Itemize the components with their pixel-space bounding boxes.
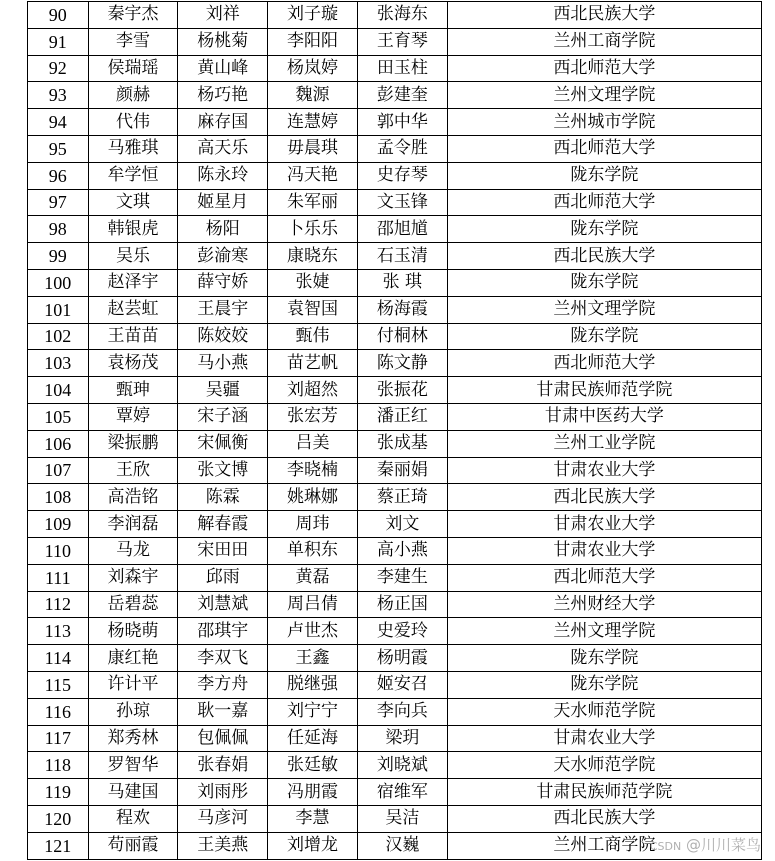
person-name-cell: 侯瑞瑶 <box>88 55 178 82</box>
table-row <box>28 671 762 698</box>
person-name-cell: 冯朋霞 <box>268 779 358 806</box>
table-row <box>28 216 762 243</box>
person-name-cell: 单积东 <box>268 537 358 564</box>
person-name-cell: 张宏芳 <box>268 403 358 430</box>
person-name-cell: 李慧 <box>268 805 358 832</box>
school-name-cell: 西北民族大学 <box>447 805 761 832</box>
person-name-cell: 麻存国 <box>178 109 268 136</box>
row-number-cell: 121 <box>28 832 89 859</box>
row-number-cell: 101 <box>28 296 89 323</box>
watermark-prefix: CSDN <box>649 840 682 853</box>
person-name-cell: 田玉柱 <box>357 55 447 82</box>
person-name-cell: 苟丽霞 <box>88 832 178 859</box>
school-name-cell: 西北民族大学 <box>447 243 761 270</box>
school-name-cell: 西北师范大学 <box>447 55 761 82</box>
person-name-cell: 卜乐乐 <box>268 216 358 243</box>
row-number-cell: 103 <box>28 350 89 377</box>
person-name-cell: 毋晨琪 <box>268 135 358 162</box>
person-name-cell: 周吕倩 <box>268 591 358 618</box>
person-name-cell: 刘宁宁 <box>268 698 358 725</box>
school-name-cell: 西北民族大学 <box>447 484 761 511</box>
school-name-cell: 甘肃民族师范学院 <box>447 377 761 404</box>
person-name-cell: 刘祥 <box>178 2 268 29</box>
person-name-cell: 秦宇杰 <box>88 2 178 29</box>
row-number-cell: 95 <box>28 135 89 162</box>
row-number-cell: 90 <box>28 2 89 29</box>
person-name-cell: 杨巧艳 <box>178 82 268 109</box>
row-number-cell: 91 <box>28 28 89 55</box>
person-name-cell: 史存琴 <box>357 162 447 189</box>
school-name-cell: 陇东学院 <box>447 216 761 243</box>
csdn-watermark <box>650 834 761 855</box>
person-name-cell: 王鑫 <box>268 645 358 672</box>
table-row <box>28 55 762 82</box>
row-number-cell: 99 <box>28 243 89 270</box>
school-name-cell: 甘肃农业大学 <box>447 537 761 564</box>
table-row <box>28 350 762 377</box>
row-number-cell: 108 <box>28 484 89 511</box>
person-name-cell: 陈文静 <box>357 350 447 377</box>
person-name-cell: 王苗苗 <box>88 323 178 350</box>
row-number-cell: 100 <box>28 269 89 296</box>
person-name-cell: 黄山峰 <box>178 55 268 82</box>
person-name-cell: 王美燕 <box>178 832 268 859</box>
table-row <box>28 189 762 216</box>
person-name-cell: 彭建奎 <box>357 82 447 109</box>
person-name-cell: 王欣 <box>88 457 178 484</box>
person-name-cell: 卢世杰 <box>268 618 358 645</box>
school-name-cell: 陇东学院 <box>447 323 761 350</box>
person-name-cell: 袁杨茂 <box>88 350 178 377</box>
person-name-cell: 冯天艳 <box>268 162 358 189</box>
person-name-cell: 任延海 <box>268 725 358 752</box>
person-name-cell: 宿维军 <box>357 779 447 806</box>
person-name-cell: 邵旭馗 <box>357 216 447 243</box>
school-name-cell: 西北民族大学 <box>447 2 761 29</box>
person-name-cell: 马建国 <box>88 779 178 806</box>
person-name-cell: 杨桃菊 <box>178 28 268 55</box>
table-row <box>28 591 762 618</box>
person-name-cell: 宋佩衡 <box>178 430 268 457</box>
school-name-cell: 天水师范学院 <box>447 698 761 725</box>
person-name-cell: 牟学恒 <box>88 162 178 189</box>
person-name-cell: 李阳阳 <box>268 28 358 55</box>
person-name-cell: 李建生 <box>357 564 447 591</box>
person-name-cell: 赵芸虹 <box>88 296 178 323</box>
person-name-cell: 覃婷 <box>88 403 178 430</box>
table-row <box>28 162 762 189</box>
person-name-cell: 张廷敏 <box>268 752 358 779</box>
person-name-cell: 陈霖 <box>178 484 268 511</box>
person-name-cell: 潘正红 <box>357 403 447 430</box>
row-number-cell: 115 <box>28 671 89 698</box>
person-name-cell: 郭中华 <box>357 109 447 136</box>
person-name-cell: 李向兵 <box>357 698 447 725</box>
person-name-cell: 袁智国 <box>268 296 358 323</box>
table-row <box>28 323 762 350</box>
person-name-cell: 代伟 <box>88 109 178 136</box>
person-name-cell: 王育琴 <box>357 28 447 55</box>
person-name-cell: 李双飞 <box>178 645 268 672</box>
table-row <box>28 296 762 323</box>
person-name-cell: 杨正国 <box>357 591 447 618</box>
person-name-cell: 张婕 <box>268 269 358 296</box>
table-row <box>28 403 762 430</box>
row-number-cell: 109 <box>28 511 89 538</box>
person-name-cell: 刘文 <box>357 511 447 538</box>
person-name-cell: 刘慧斌 <box>178 591 268 618</box>
school-name-cell: 兰州文理学院 <box>447 82 761 109</box>
person-name-cell: 孟令胜 <box>357 135 447 162</box>
person-name-cell: 马小燕 <box>178 350 268 377</box>
person-name-cell: 甄珅 <box>88 377 178 404</box>
person-name-cell: 脱继强 <box>268 671 358 698</box>
school-name-cell: 兰州文理学院 <box>447 618 761 645</box>
row-number-cell: 93 <box>28 82 89 109</box>
person-name-cell: 李方舟 <box>178 671 268 698</box>
row-number-cell: 114 <box>28 645 89 672</box>
person-name-cell: 刘雨彤 <box>178 779 268 806</box>
school-name-cell: 天水师范学院 <box>447 752 761 779</box>
person-name-cell: 罗智华 <box>88 752 178 779</box>
person-name-cell: 许计平 <box>88 671 178 698</box>
person-name-cell: 张海东 <box>357 2 447 29</box>
person-name-cell: 薛守娇 <box>178 269 268 296</box>
person-name-cell: 梁玥 <box>357 725 447 752</box>
person-name-cell: 姬星月 <box>178 189 268 216</box>
person-name-cell: 马雅琪 <box>88 135 178 162</box>
person-name-cell: 高浩铭 <box>88 484 178 511</box>
person-name-cell: 史爱玲 <box>357 618 447 645</box>
school-name-cell: 陇东学院 <box>447 671 761 698</box>
row-number-cell: 102 <box>28 323 89 350</box>
table-row <box>28 109 762 136</box>
row-number-cell: 112 <box>28 591 89 618</box>
person-name-cell: 赵泽宇 <box>88 269 178 296</box>
row-number-cell: 110 <box>28 537 89 564</box>
person-name-cell: 邱雨 <box>178 564 268 591</box>
table-row <box>28 484 762 511</box>
person-name-cell: 梁振鹏 <box>88 430 178 457</box>
row-number-cell: 104 <box>28 377 89 404</box>
person-name-cell: 包佩佩 <box>178 725 268 752</box>
table-row <box>28 645 762 672</box>
person-name-cell: 文琪 <box>88 189 178 216</box>
person-name-cell: 吴乐 <box>88 243 178 270</box>
person-name-cell: 张成基 <box>357 430 447 457</box>
table-row <box>28 243 762 270</box>
person-name-cell: 郑秀林 <box>88 725 178 752</box>
table-row <box>28 511 762 538</box>
school-name-cell: 陇东学院 <box>447 269 761 296</box>
watermark-text: @川川菜鸟 <box>685 836 761 854</box>
person-name-cell: 秦丽娟 <box>357 457 447 484</box>
person-name-cell: 宋田田 <box>178 537 268 564</box>
school-name-cell: 陇东学院 <box>447 162 761 189</box>
school-name-cell: 西北师范大学 <box>447 135 761 162</box>
table-row <box>28 779 762 806</box>
person-name-cell: 苗艺帆 <box>268 350 358 377</box>
row-number-cell: 119 <box>28 779 89 806</box>
person-name-cell: 刘晓斌 <box>357 752 447 779</box>
table-row <box>28 752 762 779</box>
row-number-cell: 97 <box>28 189 89 216</box>
person-name-cell: 汉巍 <box>357 832 447 859</box>
table-row <box>28 618 762 645</box>
table-row <box>28 537 762 564</box>
row-number-cell: 120 <box>28 805 89 832</box>
person-name-cell: 杨海霞 <box>357 296 447 323</box>
school-name-cell: 甘肃民族师范学院 <box>447 779 761 806</box>
school-name-cell: 兰州工商学院 <box>447 832 761 859</box>
person-name-cell: 韩银虎 <box>88 216 178 243</box>
row-number-cell: 96 <box>28 162 89 189</box>
school-name-cell: 西北师范大学 <box>447 350 761 377</box>
table-row <box>28 698 762 725</box>
table-row <box>28 457 762 484</box>
person-name-cell: 高小燕 <box>357 537 447 564</box>
person-name-cell: 文玉锋 <box>357 189 447 216</box>
person-name-cell: 王晨宇 <box>178 296 268 323</box>
person-name-cell: 付桐林 <box>357 323 447 350</box>
person-name-cell: 杨明霞 <box>357 645 447 672</box>
row-number-cell: 98 <box>28 216 89 243</box>
table-row <box>28 564 762 591</box>
person-name-cell: 魏源 <box>268 82 358 109</box>
person-name-cell: 刘森宇 <box>88 564 178 591</box>
person-name-cell: 张振花 <box>357 377 447 404</box>
table-row <box>28 269 762 296</box>
person-name-cell: 连慧婷 <box>268 109 358 136</box>
person-name-cell: 姬安召 <box>357 671 447 698</box>
person-name-cell: 周玮 <box>268 511 358 538</box>
person-name-cell: 朱军丽 <box>268 189 358 216</box>
person-name-cell: 康红艳 <box>88 645 178 672</box>
table-row <box>28 2 762 29</box>
person-name-cell: 杨晓萌 <box>88 618 178 645</box>
person-name-cell: 高天乐 <box>178 135 268 162</box>
person-name-cell: 陈永玲 <box>178 162 268 189</box>
row-number-cell: 113 <box>28 618 89 645</box>
person-name-cell: 程欢 <box>88 805 178 832</box>
person-name-cell: 杨岚婷 <box>268 55 358 82</box>
person-name-cell: 杨阳 <box>178 216 268 243</box>
roster-table-body <box>28 2 762 860</box>
person-name-cell: 张春娟 <box>178 752 268 779</box>
row-number-cell: 92 <box>28 55 89 82</box>
person-name-cell: 蔡正琦 <box>357 484 447 511</box>
school-name-cell: 甘肃农业大学 <box>447 511 761 538</box>
person-name-cell: 康晓东 <box>268 243 358 270</box>
school-name-cell: 西北师范大学 <box>447 564 761 591</box>
person-name-cell: 孙琼 <box>88 698 178 725</box>
table-row <box>28 377 762 404</box>
person-name-cell: 岳碧蕊 <box>88 591 178 618</box>
row-number-cell: 94 <box>28 109 89 136</box>
table-row <box>28 28 762 55</box>
person-name-cell: 李润磊 <box>88 511 178 538</box>
school-name-cell: 甘肃农业大学 <box>447 725 761 752</box>
row-number-cell: 111 <box>28 564 89 591</box>
school-name-cell: 兰州文理学院 <box>447 296 761 323</box>
table-row <box>28 135 762 162</box>
table-row <box>28 430 762 457</box>
school-name-cell: 兰州城市学院 <box>447 109 761 136</box>
person-name-cell: 黄磊 <box>268 564 358 591</box>
table-row <box>28 805 762 832</box>
school-name-cell: 甘肃中医药大学 <box>447 403 761 430</box>
person-name-cell: 陈姣姣 <box>178 323 268 350</box>
person-name-cell: 颜赫 <box>88 82 178 109</box>
table-row <box>28 725 762 752</box>
person-name-cell: 甄伟 <box>268 323 358 350</box>
row-number-cell: 118 <box>28 752 89 779</box>
school-name-cell: 兰州工业学院 <box>447 430 761 457</box>
row-number-cell: 116 <box>28 698 89 725</box>
person-name-cell: 耿一嘉 <box>178 698 268 725</box>
person-name-cell: 刘增龙 <box>268 832 358 859</box>
person-name-cell: 张文博 <box>178 457 268 484</box>
person-name-cell: 马彦河 <box>178 805 268 832</box>
row-number-cell: 107 <box>28 457 89 484</box>
table-row <box>28 82 762 109</box>
person-name-cell: 姚琳娜 <box>268 484 358 511</box>
person-name-cell: 李雪 <box>88 28 178 55</box>
person-name-cell: 马龙 <box>88 537 178 564</box>
person-name-cell: 吕美 <box>268 430 358 457</box>
person-name-cell: 吴疆 <box>178 377 268 404</box>
person-name-cell: 石玉清 <box>357 243 447 270</box>
row-number-cell: 106 <box>28 430 89 457</box>
school-name-cell: 陇东学院 <box>447 645 761 672</box>
person-name-cell: 李晓楠 <box>268 457 358 484</box>
person-name-cell: 吴洁 <box>357 805 447 832</box>
school-name-cell: 西北师范大学 <box>447 189 761 216</box>
roster-table <box>27 1 762 860</box>
school-name-cell: 兰州财经大学 <box>447 591 761 618</box>
person-name-cell: 刘超然 <box>268 377 358 404</box>
person-name-cell: 张 琪 <box>357 269 447 296</box>
row-number-cell: 117 <box>28 725 89 752</box>
person-name-cell: 邵琪宇 <box>178 618 268 645</box>
school-name-cell: 甘肃农业大学 <box>447 457 761 484</box>
person-name-cell: 宋子涵 <box>178 403 268 430</box>
person-name-cell: 解春霞 <box>178 511 268 538</box>
row-number-cell: 105 <box>28 403 89 430</box>
person-name-cell: 刘子璇 <box>268 2 358 29</box>
person-name-cell: 彭渝寒 <box>178 243 268 270</box>
school-name-cell: 兰州工商学院 <box>447 28 761 55</box>
